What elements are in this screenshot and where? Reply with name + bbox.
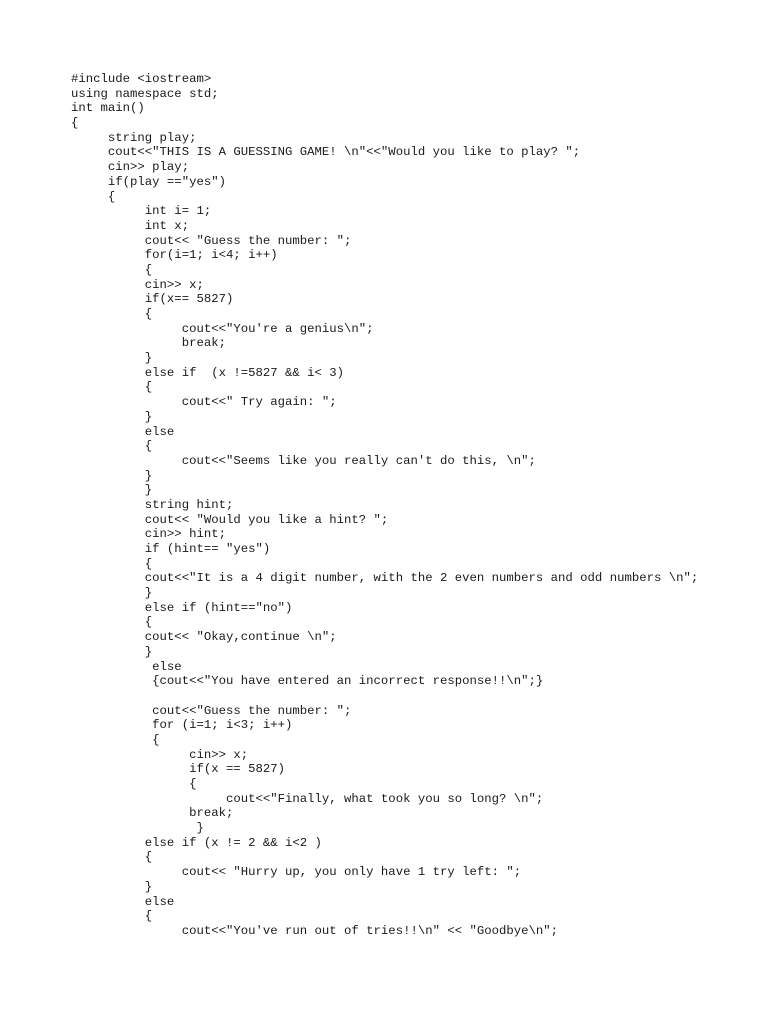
code-line: else if (hint=="no") xyxy=(71,600,293,615)
code-line: else xyxy=(71,659,182,674)
code-line: break; xyxy=(71,336,226,351)
code-line: cout<<"Finally, what took you so long? \n"; xyxy=(71,791,544,806)
code-line: { xyxy=(71,777,197,791)
code-line: cout<<"THIS IS A GUESSING GAME! \n"<<"Would you like to play? "; xyxy=(71,145,581,160)
code-line: string hint; xyxy=(71,497,234,512)
code-line: { xyxy=(71,307,153,321)
code-line: break; xyxy=(71,806,234,821)
code-line: } xyxy=(71,879,153,894)
code-line: cin>> hint; xyxy=(71,527,226,542)
code-line: { xyxy=(71,189,116,204)
code-line: cout<<"Seems like you really can't do this, \n"; xyxy=(71,453,536,468)
code-line: if(x== 5827) xyxy=(71,292,234,307)
code-line: cout<< "Okay,continue \n"; xyxy=(71,630,337,645)
code-line: } xyxy=(71,409,153,424)
code-line: { xyxy=(71,116,79,131)
code-line: cout<<"It is a 4 digit number, with the 2 even numbers and odd numbers \n"; xyxy=(71,571,699,586)
code-listing xyxy=(71,72,698,939)
code-line: if(x == 5827) xyxy=(71,762,286,777)
code-line: string play; xyxy=(71,130,197,145)
code-line: { xyxy=(71,850,153,865)
code-line: int x; xyxy=(71,218,190,233)
code-line: using namespace std; xyxy=(71,86,219,101)
code-line: cin>> x; xyxy=(71,277,204,292)
code-line: for (i=1; i<3; i++) xyxy=(71,718,293,733)
code-line: cout<<"You're a genius\n"; xyxy=(71,321,374,336)
code-line: { xyxy=(71,380,153,395)
code-line: { xyxy=(71,556,153,571)
code-line: cout<<"You've run out of tries!!\n" << "Goodbye\n"; xyxy=(71,923,559,938)
code-line: } xyxy=(71,468,153,483)
code-line: else xyxy=(71,424,175,439)
code-line: else if (x !=5827 && i< 3) xyxy=(71,365,345,380)
code-line: {cout<<"You have entered an incorrect response!!\n";} xyxy=(71,674,544,689)
code-line: { xyxy=(71,439,153,454)
code-line: cout<<"Guess the number: "; xyxy=(71,703,352,718)
code-line: cout<< "Guess the number: "; xyxy=(71,233,352,248)
code-line: cout<< "Hurry up, you only have 1 try left: "; xyxy=(71,865,522,880)
code-line: } xyxy=(71,483,153,498)
code-line: } xyxy=(71,586,153,601)
code-line: cout<< "Would you like a hint? "; xyxy=(71,512,389,527)
code-line: cin>> x; xyxy=(71,747,249,762)
code-line: if(play =="yes") xyxy=(71,174,226,189)
code-line: else if (x != 2 && i<2 ) xyxy=(71,835,322,850)
code-line xyxy=(71,689,698,704)
code-line: } xyxy=(71,821,204,836)
code-line: { xyxy=(71,732,160,747)
code-line: if (hint== "yes") xyxy=(71,542,271,556)
code-line: { xyxy=(71,615,153,630)
code-line: cin>> play; xyxy=(71,160,190,175)
code-line: int i= 1; xyxy=(71,204,212,219)
code-line: { xyxy=(71,909,153,924)
code-line: for(i=1; i<4; i++) xyxy=(71,248,278,263)
code-line: } xyxy=(71,644,153,659)
code-line: else xyxy=(71,894,175,909)
code-line: int main() xyxy=(71,101,145,116)
code-line: { xyxy=(71,262,153,277)
code-line: } xyxy=(71,351,153,366)
code-line: cout<<" Try again: "; xyxy=(71,395,337,410)
code-line: #include <iostream> xyxy=(71,72,212,86)
